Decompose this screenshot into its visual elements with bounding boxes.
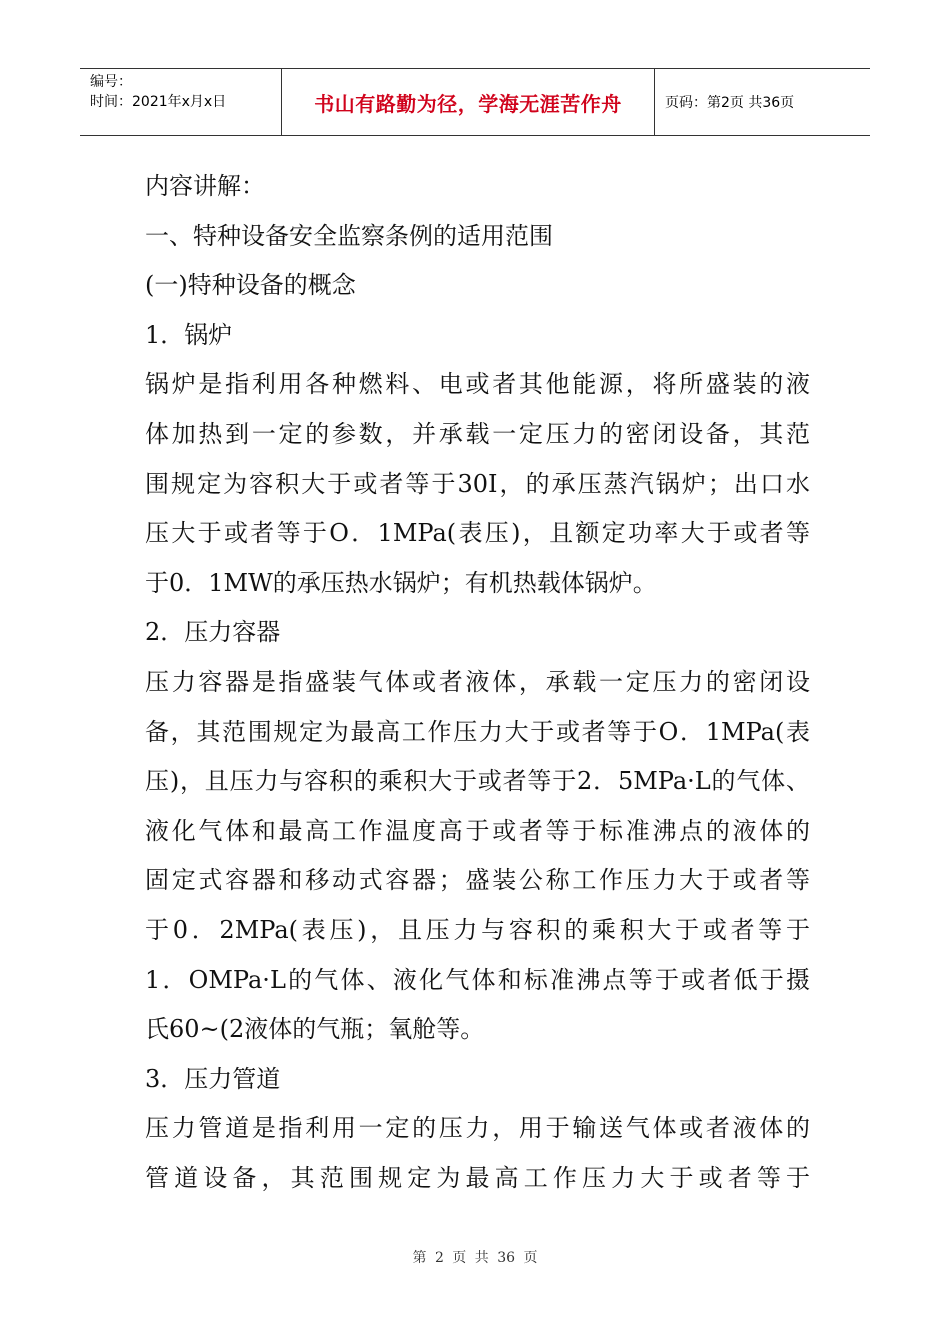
paragraph-line: 于0．1MW的承压热水锅炉；有机热载体锅炉。: [145, 568, 657, 597]
document-number-label: 编号：: [90, 74, 132, 90]
item-heading-pressure-vessel: 2．压力容器: [145, 618, 281, 647]
item-heading-boiler: 1．锅炉: [145, 320, 233, 349]
page-header: [80, 68, 870, 136]
paragraph-line: 固定式容器和移动式容器；盛装公称工作压力大于或者等: [145, 866, 810, 895]
paragraph-line: 围规定为容积大于或者等于30I，的承压蒸汽锅炉；出口水: [145, 469, 810, 498]
section-heading: 一、特种设备安全监察条例的适用范围: [145, 221, 553, 250]
page-footer: 第 2 页 共 36 页: [412, 1250, 538, 1266]
paragraph-line: 压大于或者等于O．1MPa(表压)，且额定功率大于或者等: [145, 519, 810, 548]
paragraph-line: 管道设备，其范围规定为最高工作压力大于或者等于: [145, 1163, 810, 1192]
subsection-heading: (一)特种设备的概念: [145, 271, 356, 300]
header-motto: 书山有路勤为径，学海无涯苦作舟: [282, 69, 655, 135]
paragraph-line: 压力管道是指利用一定的压力，用于输送气体或者液体的: [145, 1114, 810, 1143]
paragraph-line: 液化气体和最高工作温度高于或者等于标准沸点的液体的: [145, 816, 810, 845]
header-page-number: 页码：第2页 共36页: [665, 95, 795, 111]
paragraph-line: 体加热到一定的参数，并承载一定压力的密闭设备，其范: [145, 419, 810, 448]
paragraph-line: 备，其范围规定为最高工作压力大于或者等于O．1MPa(表: [145, 717, 810, 746]
document-body: [145, 162, 810, 1203]
document-date-label: 时间：2021年x月x日: [90, 94, 227, 110]
paragraph-line: 于0．2MPa(表压)，且压力与容积的乘积大于或者等于: [145, 915, 810, 944]
paragraph-line: 压力容器是指盛装气体或者液体，承载一定压力的密闭设: [145, 667, 810, 696]
section-intro: 内容讲解：: [145, 172, 265, 200]
item-heading-pressure-pipeline: 3．压力管道: [145, 1064, 281, 1093]
paragraph-line: 氏60~(2液体的气瓶；氧舱等。: [145, 1015, 485, 1044]
paragraph-line: 1．OMPa·L的气体、液化气体和标准沸点等于或者低于摄: [145, 965, 810, 994]
paragraph-line: 锅炉是指利用各种燃料、电或者其他能源，将所盛装的液: [145, 370, 810, 399]
paragraph-line: 压)，且压力与容积的乘积大于或者等于2．5MPa·L的气体、: [145, 767, 810, 796]
header-meta: [80, 69, 282, 135]
